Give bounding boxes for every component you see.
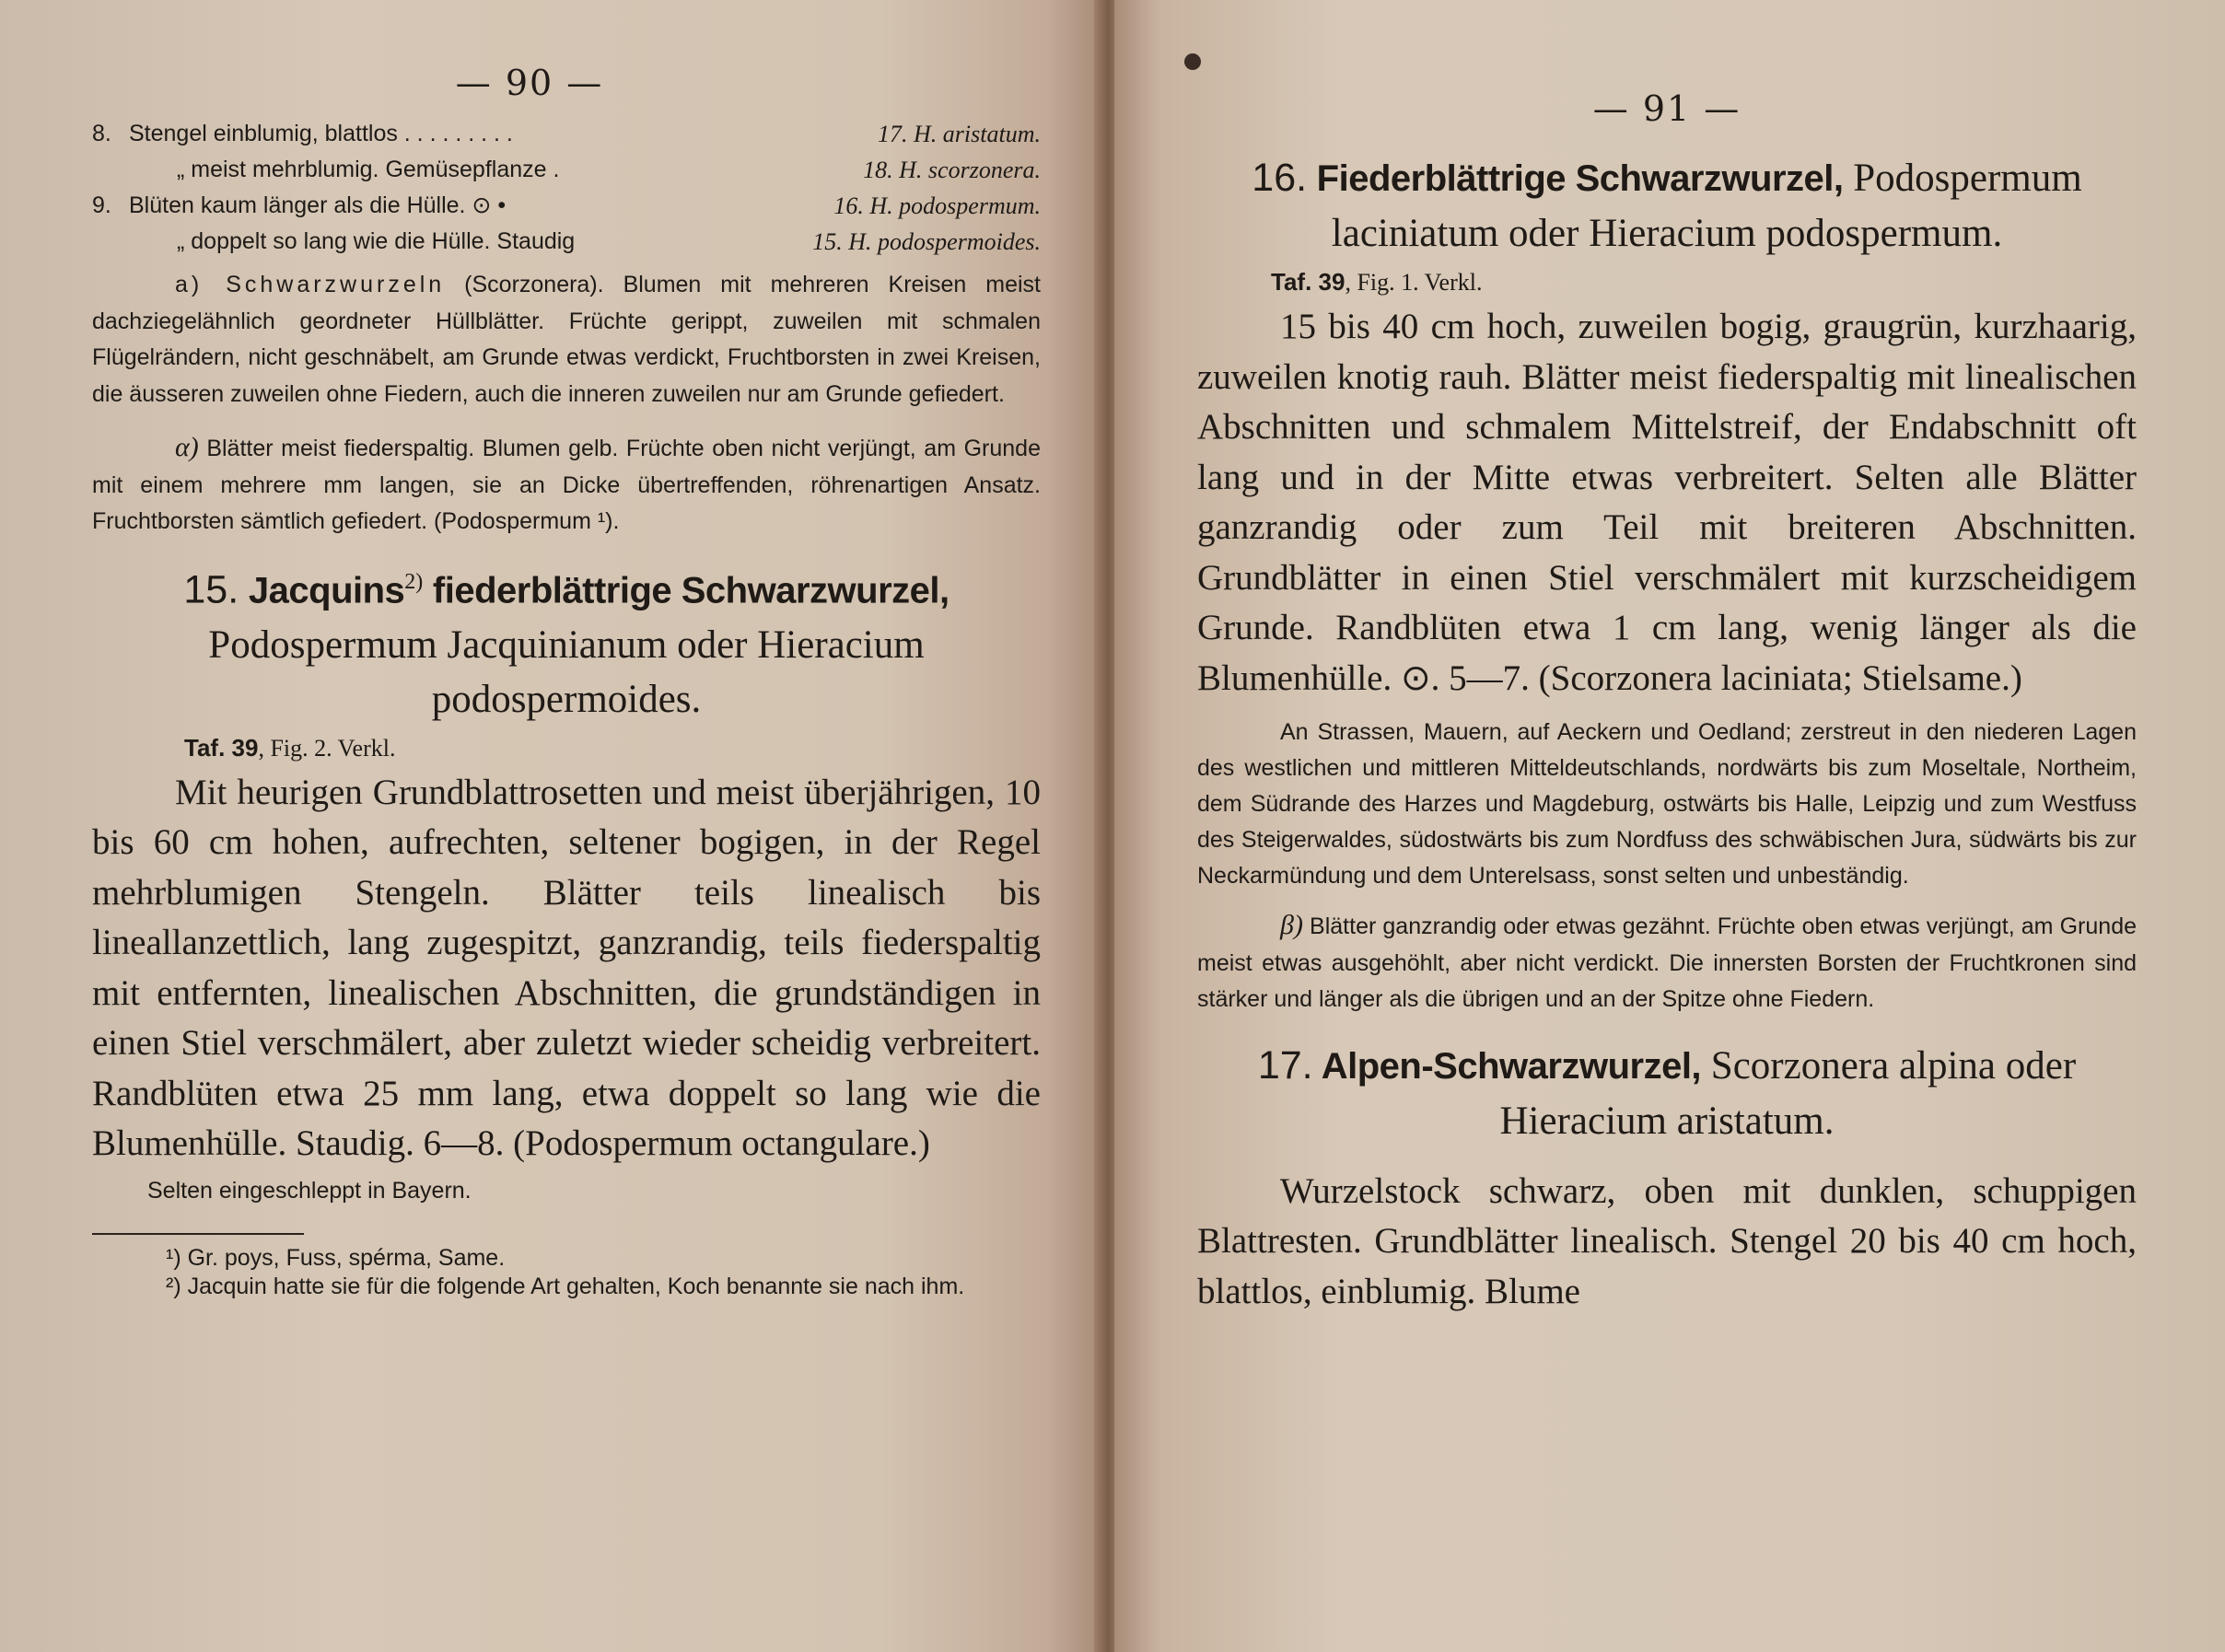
beta-marker: β): [1280, 910, 1303, 940]
key-number: 9.: [92, 192, 111, 218]
left-page: [0, 0, 1101, 1652]
species-16-habitat: An Strassen, Mauern, auf Aeckern und Oedland; zerstreut in den niederen Lagen des westlichen und mittleren Mitteldeutschlands, nordwärts bis zum Moseltale, Northeim, dem Südrande des Harzes und Magdeburg, ostwärts bis Halle, Leipzig und zum Westfuss des Steigerwaldes, südostwärts bis zum Nordfuss des schwäbischen Jura, südwärts bis zur Neckarmündung und dem Unterelsass, sonst selten und unbeständig.: [1197, 719, 2137, 889]
species-16-title: [1197, 151, 2137, 261]
right-column: [1197, 88, 2137, 1317]
ink-spot: [1184, 53, 1201, 70]
key-reference: 16. H. podospermum.: [833, 192, 1041, 219]
species-15-habitat: Selten eingeschleppt in Bayern.: [147, 1177, 472, 1204]
species-number: 15.: [183, 566, 239, 611]
species-name-bold: Fiederblättrige Schwarzwurzel,: [1307, 158, 1844, 199]
page-number-91: — 91 —: [1592, 88, 1742, 129]
group-a-text: (Scorzonera). Blumen mit mehreren Kreisen meist dachziegelähnlich geordneter Hüllblätter. Früchte gerippt, zuweilen mit schmalen Flügelrändern, nicht geschnäbelt, am Grunde etwas verdickt, Fruchtborsten in zwei Kreisen, die äusseren zuweilen ohne Fiedern, auch die inneren zuweilen nur am Grunde gefiedert.: [92, 272, 1041, 407]
species-latin: Podospermum Jacquinianum oder Hieracium podospermoides.: [208, 622, 925, 721]
left-column: [92, 63, 1041, 1301]
key-text: „ doppelt so lang wie die Hülle. Staudig: [177, 228, 576, 254]
species-number: 16.: [1252, 156, 1308, 200]
plate-figure: , Fig. 1. Verkl.: [1345, 269, 1483, 296]
plate-figure: , Fig. 2. Verkl.: [258, 734, 396, 762]
key-number: [92, 224, 129, 260]
key-row-8b: [92, 152, 1041, 188]
plate-reference: [92, 728, 1041, 768]
species-name-bold: Jacquins: [248, 569, 405, 611]
plate-reference: [1197, 262, 2137, 302]
species-16-description: 15 bis 40 cm hoch, zuweilen bogig, graugrün, kurzhaarig, zuweilen knotig rauh. Blätter meist fiederspaltig mit linealischen Abschnitten und schmalem Mittelstreif, der Endabschnitt oft lang und in der Mitte etwas verbreitert. Selten alle Blätter ganzrandig oder zum Teil mit breiteren Abschnitten. Grundblätter in einen Stiel verschmälert mit kurzscheidigem Grunde. Randblüten etwa 1 cm lang, wenig länger als die Blumenhülle. ⊙. 5—7. (Scorzonera laciniata; Stielsame.): [1197, 307, 2137, 698]
beta-paragraph: [1197, 907, 2137, 1018]
key-reference: 15. H. podospermoides.: [812, 228, 1041, 255]
key-text: Blüten kaum länger als die Hülle. ⊙ •: [129, 192, 507, 218]
beta-text: Blätter ganzrandig oder etwas gezähnt. Früchte oben etwas verjüngt, am Grunde meist etwas ausgehöhlt, aber nicht verdickt. Die innersten Borsten der Fruchtkronen sind stärker und länger als die übrigen und an der Spitze ohne Fiedern.: [1197, 913, 2137, 1012]
key-row-9b: [92, 224, 1041, 260]
key-reference: 17. H. aristatum.: [878, 121, 1041, 147]
identification-key: [92, 116, 1041, 260]
footnote-1: ¹) Gr. poys, Fuss, spérma, Same.: [166, 1245, 506, 1272]
species-15-title: [92, 555, 1041, 727]
footnote-rule: [92, 1233, 304, 1235]
species-17-description: Wurzelstock schwarz, oben mit dunklen, schuppigen Blattresten. Grundblätter linealisch. Stengel 20 bis 40 cm hoch, blattlos, einblumig. Blume: [1197, 1170, 2137, 1311]
key-text: Stengel einblumig, blattlos . . . . . . . . .: [129, 121, 513, 146]
key-number: [92, 152, 129, 188]
species-name-bold-rest: fiederblättrige Schwarzwurzel,: [423, 569, 949, 611]
page-number-90: — 90 —: [455, 63, 604, 103]
key-text: „ meist mehrblumig. Gemüsepflanze .: [177, 157, 560, 182]
footnote-ref: 2): [404, 569, 424, 594]
plate-label: Taf. 39: [1271, 268, 1345, 296]
group-a-paragraph: [92, 267, 1041, 413]
species-name-bold: Alpen-Schwarzwurzel,: [1312, 1045, 1702, 1087]
alpha-marker: α): [175, 432, 199, 462]
key-reference: 18. H. scorzonera.: [863, 157, 1041, 183]
species-17-title: [1197, 1039, 2137, 1148]
right-page: [1114, 0, 2225, 1652]
species-15-description: Mit heurigen Grundblattrosetten und meist überjährigen, 10 bis 60 cm hohen, aufrechten, seltener bogigen, in der Regel mehrblumigen Stengeln. Blätter teils linealisch bis lineallanzettlich, lang zugespitzt, ganzrandig, teils fiederspaltig mit entfernten, linealischen Abschnitten, die grundständigen in einen Stiel verschmälert, aber zuletzt wieder scheidig verbreitert. Randblüten etwa 25 mm lang, etwa doppelt so lang wie die Blumenhülle. Staudig. 6—8. (Podospermum octangulare.): [92, 772, 1041, 1164]
plate-label: Taf. 39: [184, 733, 259, 762]
footnote-2: ²) Jacquin hatte sie für die folgende Art gehalten, Koch benannte sie nach ihm.: [166, 1274, 965, 1300]
group-a-label: a) Schwarzwurzeln: [175, 272, 446, 297]
species-number: 17.: [1257, 1042, 1313, 1088]
species-latin: Podospermum laciniatum oder Hieracium podospermum.: [1331, 157, 2082, 255]
key-number: 8.: [92, 121, 111, 146]
alpha-paragraph: [92, 429, 1041, 541]
key-row-9: [92, 188, 1041, 224]
key-row-8: [92, 116, 1041, 152]
species-latin: Scorzonera alpina oder Hieracium aristatum.: [1499, 1043, 2077, 1143]
alpha-text: Blätter meist fiederspaltig. Blumen gelb. Früchte oben nicht verjüngt, am Grunde mit einem mehrere mm langen, sie an Dicke übertreffenden, röhrenartigen Ansatz. Fruchtborsten sämtlich gefiedert. (Podospermum ¹).: [92, 436, 1041, 534]
